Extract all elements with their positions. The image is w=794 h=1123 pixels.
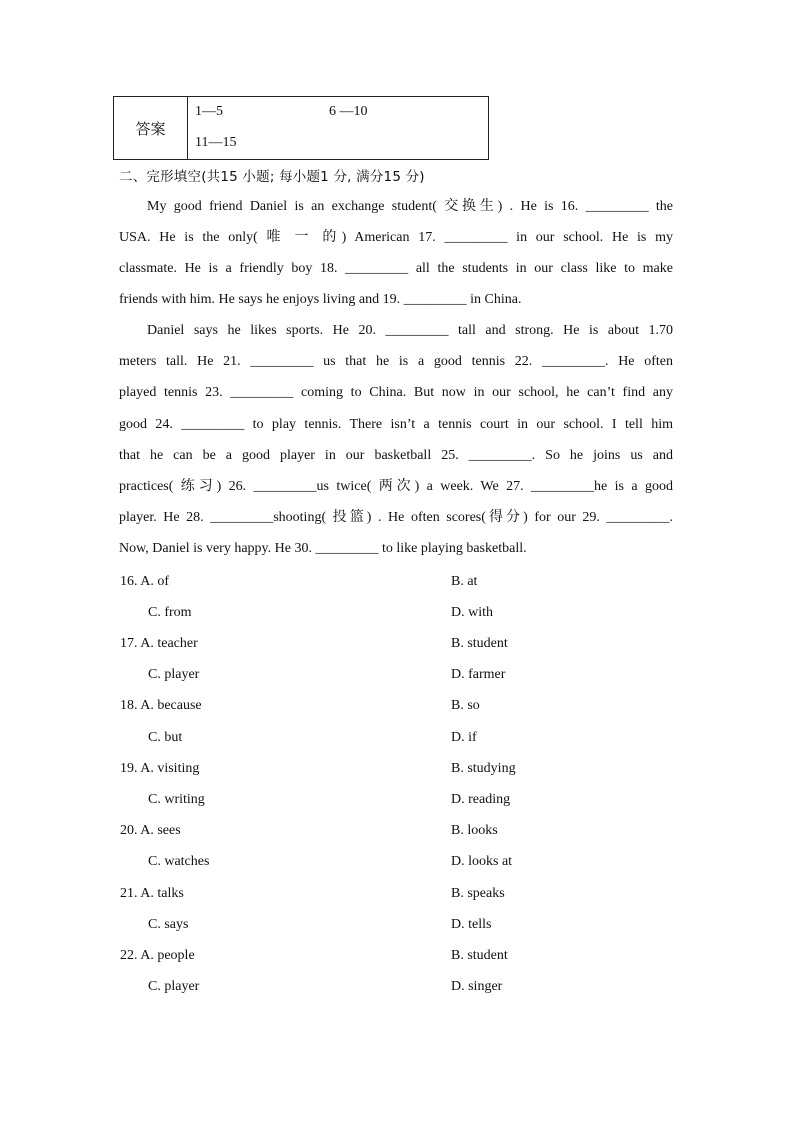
question-17 (0, 633, 600, 655)
question-18 (0, 695, 600, 717)
question-21 (0, 883, 600, 905)
passage-line: player. He 28. _________shooting( 投篮) . He often scores(得分) for our 29. _________. (119, 510, 673, 525)
passage-line: practices( 练习) 26. _________us twice( 两次) a week. We 27. _________he is a good (119, 479, 673, 494)
question-21-row-2 (0, 914, 600, 936)
option-a[interactable]: 17. A. teacher (120, 636, 198, 651)
section-heading: 二、完形填空(共15 小题; 每小题1 分, 满分15 分) (119, 169, 425, 185)
question-20 (0, 820, 600, 842)
option-b[interactable]: B. student (451, 636, 508, 651)
option-d[interactable]: D. if (451, 730, 477, 745)
passage-line: good 24. _________ to play tennis. There isn’t a tennis court in our school. I tell him (119, 417, 673, 432)
option-c[interactable]: C. watches (148, 854, 210, 869)
option-d[interactable]: D. looks at (451, 854, 513, 869)
option-c[interactable]: C. but (148, 730, 183, 745)
option-d[interactable]: D. farmer (451, 667, 506, 682)
question-22-row-2 (0, 976, 600, 998)
passage-line: friends with him. He says he enjoys living and 19. _________ in China. (119, 292, 522, 307)
option-d[interactable]: D. reading (451, 792, 511, 807)
option-b[interactable]: B. speaks (451, 886, 505, 901)
option-d[interactable]: D. with (451, 605, 493, 620)
option-a[interactable]: 18. A. because (120, 698, 202, 713)
question-16 (0, 571, 600, 593)
answer-table (113, 96, 489, 160)
passage-line: classmate. He is a friendly boy 18. _________ all the students in our class like to make (119, 261, 673, 276)
option-b[interactable]: B. studying (451, 761, 516, 776)
answer-range-6-10: 6 —10 (329, 104, 368, 119)
option-b[interactable]: B. so (451, 698, 480, 713)
question-20-row-2 (0, 851, 600, 873)
passage-line: Daniel says he likes sports. He 20. _________ tall and strong. He is about 1.70 (147, 323, 673, 338)
question-18-row-2 (0, 727, 600, 749)
question-22 (0, 945, 600, 967)
option-c[interactable]: C. writing (148, 792, 205, 807)
option-c[interactable]: C. from (148, 605, 192, 620)
option-a[interactable]: 20. A. sees (120, 823, 181, 838)
option-c[interactable]: C. player (148, 667, 200, 682)
passage-line: played tennis 23. _________ coming to China. But now in our school, he can’t find any (119, 385, 673, 400)
answer-label: 答案 (114, 97, 188, 159)
question-16-row-2 (0, 602, 600, 624)
option-a[interactable]: 19. A. visiting (120, 761, 200, 776)
option-d[interactable]: D. singer (451, 979, 503, 994)
question-19-row-2 (0, 789, 600, 811)
question-17-row-2 (0, 664, 600, 686)
passage-line: meters tall. He 21. _________ us that he is a good tennis 22. _________. He often (119, 354, 673, 369)
passage-line: Now, Daniel is very happy. He 30. _________ to like playing basketball. (119, 541, 527, 556)
option-b[interactable]: B. student (451, 948, 508, 963)
passage-line: USA. He is the only( 唯 一 的) American 17. _________ in our school. He is my (119, 230, 673, 245)
question-19 (0, 758, 600, 780)
option-d[interactable]: D. tells (451, 917, 492, 932)
passage-line: My good friend Daniel is an exchange student( 交换生) . He is 16. _________ the (147, 199, 673, 214)
option-b[interactable]: B. looks (451, 823, 498, 838)
option-a[interactable]: 16. A. of (120, 574, 169, 589)
option-c[interactable]: C. says (148, 917, 189, 932)
option-c[interactable]: C. player (148, 979, 200, 994)
option-b[interactable]: B. at (451, 574, 478, 589)
passage-line: that he can be a good player in our basketball 25. _________. So he joins us and (119, 448, 673, 463)
option-a[interactable]: 22. A. people (120, 948, 195, 963)
answer-range-1-5: 1—5 (195, 104, 223, 119)
option-a[interactable]: 21. A. talks (120, 886, 184, 901)
answer-range-11-15: 11—15 (195, 135, 237, 150)
